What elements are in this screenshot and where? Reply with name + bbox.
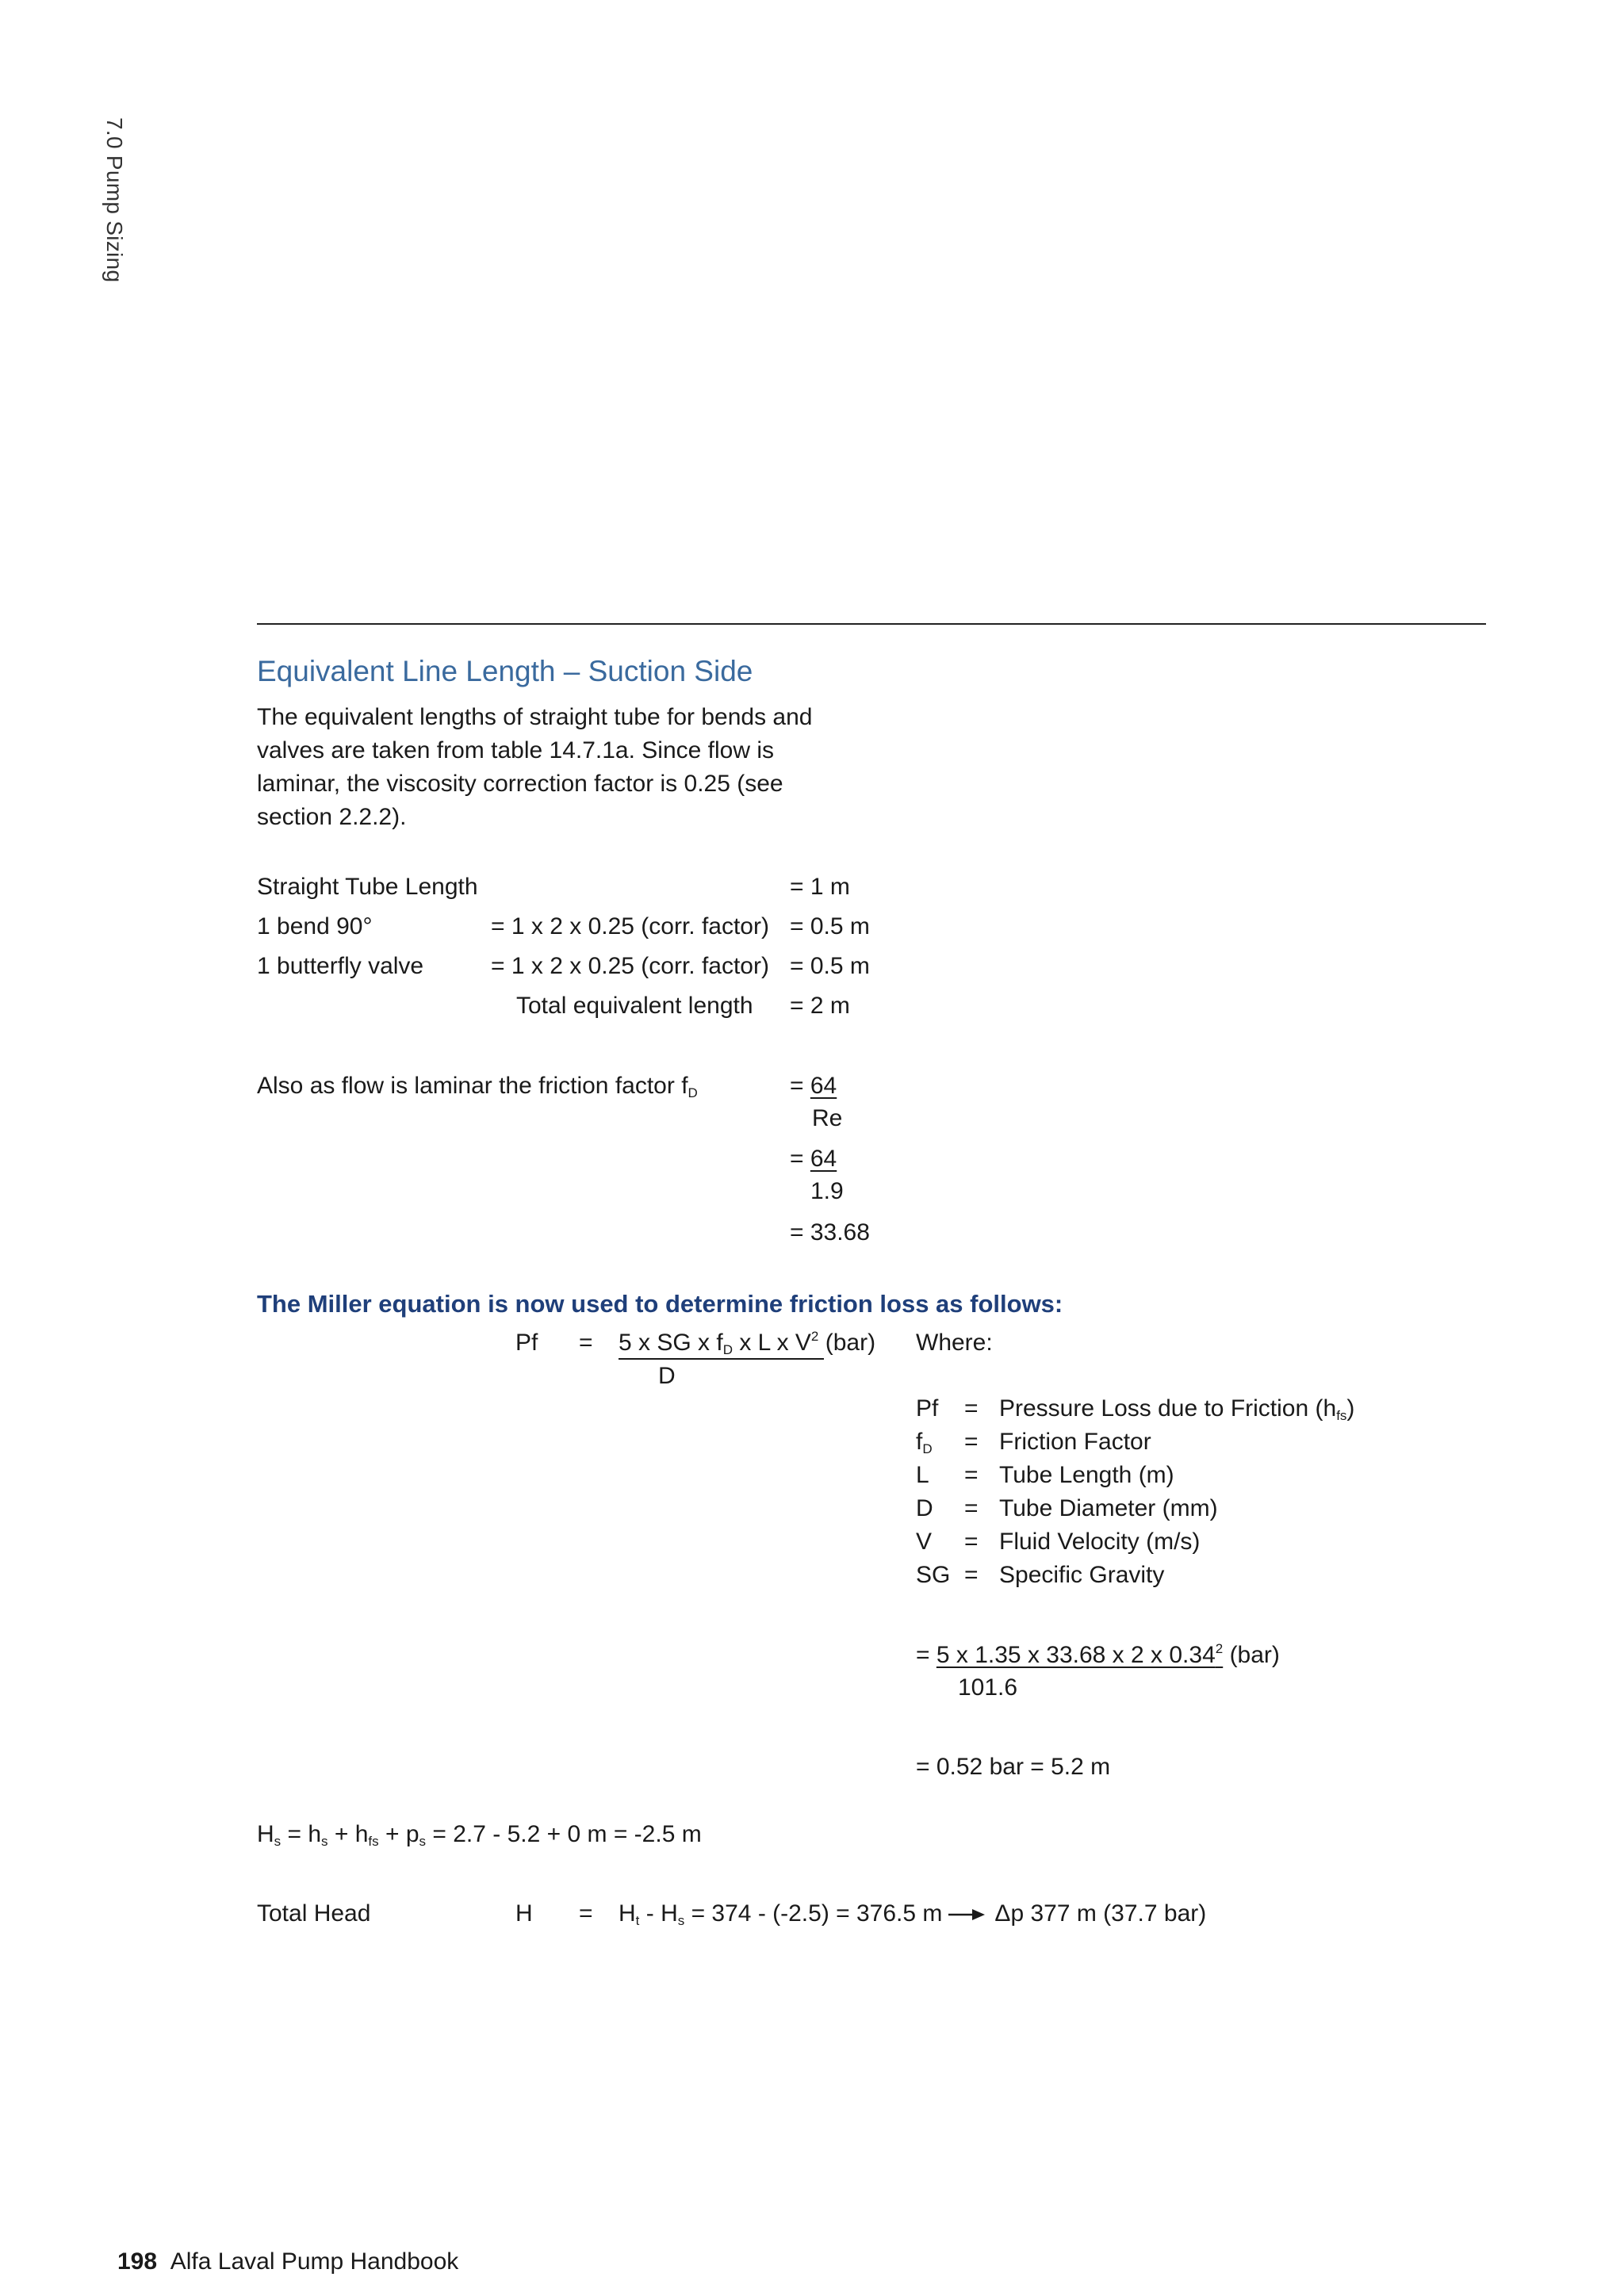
arrow-right-icon bbox=[948, 1908, 986, 1922]
legend-equals: = bbox=[964, 1495, 979, 1521]
total-head-equation: $H_t - H_s = 374 - (-2.5) = 376.5$ m Δp 377 m (37.7 bar) bbox=[619, 1900, 1207, 1928]
legend-equals: = bbox=[964, 1462, 979, 1488]
miller-denominator: D bbox=[658, 1363, 676, 1389]
legend-description: Pressure Loss due to Friction $(h_{fs})$ bbox=[999, 1395, 1355, 1423]
miller-equals: = bbox=[579, 1330, 593, 1356]
legend-symbol: Pf bbox=[916, 1395, 939, 1422]
length-total-label: Total equivalent length bbox=[516, 993, 753, 1019]
length-result: = 0.5 m bbox=[790, 953, 870, 979]
length-label: 1 butterfly valve bbox=[257, 953, 424, 979]
length-result: = 0.5 m bbox=[790, 913, 870, 939]
section-title: Equivalent Line Length – Suction Side bbox=[257, 655, 753, 687]
miller-fraction-bar bbox=[619, 1358, 824, 1360]
miller-heading: The Miller equation is now used to determine friction loss as follows: bbox=[257, 1290, 1063, 1318]
length-label: 1 bend 90° bbox=[257, 913, 373, 939]
legend-description: Fluid Velocity (m/s) bbox=[999, 1529, 1201, 1555]
legend-equals: = bbox=[964, 1395, 979, 1422]
length-total-result: = 2 m bbox=[790, 993, 850, 1019]
total-head-equals: = bbox=[579, 1900, 593, 1927]
legend-description: Tube Length (m) bbox=[999, 1462, 1174, 1488]
friction-eq-2-denominator: 1.9 bbox=[810, 1178, 844, 1204]
page-number: 198 bbox=[117, 2248, 158, 2275]
total-head-label: Total Head bbox=[257, 1900, 371, 1927]
page-footer bbox=[117, 2245, 458, 2279]
length-calc: = 1 x 2 x 0.25 (corr. factor) bbox=[491, 913, 769, 939]
section-divider bbox=[257, 623, 1486, 625]
total-head-symbol: H bbox=[515, 1900, 533, 1927]
legend-symbol: V bbox=[916, 1529, 933, 1555]
legend-symbol: L bbox=[916, 1462, 929, 1488]
length-calc: = 1 x 2 x 0.25 (corr. factor) bbox=[491, 953, 769, 979]
friction-eq-3: = 33.68 bbox=[790, 1219, 870, 1246]
friction-factor-label: Also as flow is laminar the friction factor $f_D$ bbox=[257, 1073, 698, 1100]
pf-calculation-numerator: 5 x 1.35 x 33.68 x 2 x 0.34$^2$ bbox=[936, 1641, 1224, 1668]
pf-calculation-denominator: 101.6 bbox=[958, 1674, 1018, 1701]
friction-eq-1: = 64 bbox=[790, 1073, 837, 1099]
legend-symbol: SG bbox=[916, 1562, 951, 1588]
where-label: Where: bbox=[916, 1330, 993, 1356]
suction-head-equation: $H_s = h_s + h_{fs} + p_s = 2.7 - 5.2 + 0$ m = -2.5 m bbox=[257, 1821, 702, 1849]
legend-equals: = bbox=[964, 1529, 979, 1555]
miller-numerator: 5 x SG x $f_D$ x L x $V^2$ (bar) bbox=[619, 1329, 876, 1357]
book-title: Alfa Laval Pump Handbook bbox=[170, 2248, 459, 2275]
legend-equals: = bbox=[964, 1429, 979, 1455]
legend-equals: = bbox=[964, 1562, 979, 1588]
legend-symbol: $f_D$ bbox=[916, 1429, 933, 1456]
pf-result: = 0.52 bar = 5.2 m bbox=[916, 1754, 1111, 1780]
friction-eq-2: = 64 bbox=[790, 1146, 837, 1172]
legend-description: Tube Diameter (mm) bbox=[999, 1495, 1218, 1521]
miller-lhs: Pf bbox=[515, 1330, 538, 1356]
pf-calculation: = 5 x 1.35 x 33.68 x 2 x 0.34$^2$ (bar) bbox=[916, 1641, 1280, 1668]
legend-description: Specific Gravity bbox=[999, 1562, 1165, 1588]
length-label: Straight Tube Length bbox=[257, 874, 478, 900]
length-result: = 1 m bbox=[790, 874, 850, 900]
legend-symbol: D bbox=[916, 1495, 933, 1521]
intro-paragraph: The equivalent lengths of straight tube for bends and valves are taken from table 14.7.1a. Since flow is laminar, the viscosity correction factor is 0.25 (see section 2.2.2). bbox=[257, 704, 813, 830]
chapter-side-label: 7.0 Pump Sizing bbox=[102, 117, 127, 283]
friction-eq-1-denominator: Re bbox=[812, 1105, 843, 1131]
legend-description: Friction Factor bbox=[999, 1429, 1151, 1455]
